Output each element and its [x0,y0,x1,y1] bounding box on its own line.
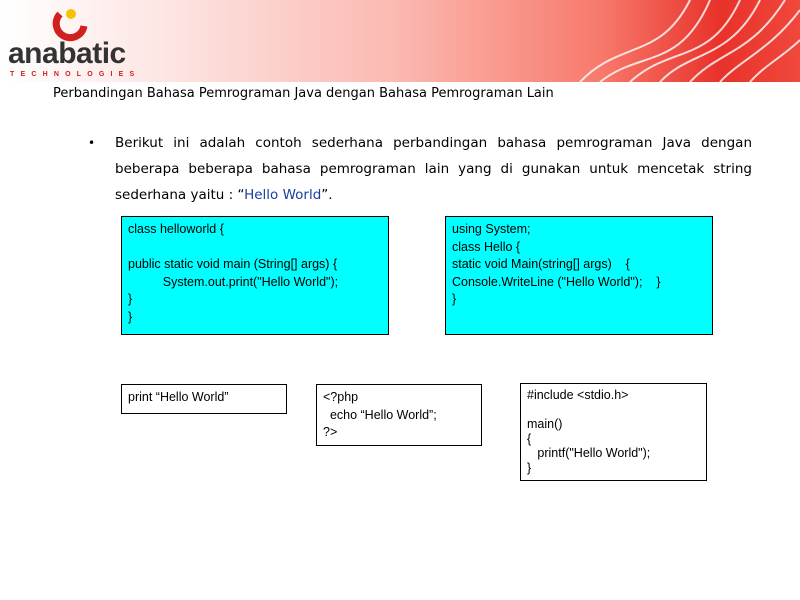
hello-world-highlight: Hello World [244,187,322,203]
bullet-icon: • [88,136,96,150]
slide-title: Perbandingan Bahasa Pemrograman Java dengan Bahasa Pemrograman Lain [53,86,554,101]
logo-subtitle: TECHNOLOGIES [10,71,141,78]
php-code-box: <?php echo “Hello World”; ?> [316,384,482,446]
header-banner [0,0,800,82]
c-code-box: #include <stdio.h> main() { printf("Hello World"); } [520,383,707,481]
paragraph-end: ”. [321,187,333,203]
csharp-code-box: using System; class Hello { static void Main(string[] args) { Console.WriteLine ("Hello World"); } } [445,216,713,335]
python-code-box: print “Hello World” [121,384,287,414]
java-code-box: class helloworld { public static void main (String[] args) { System.out.print("Hello World"); } } [121,216,389,335]
logo-text: anabatic [8,37,126,70]
paragraph-text: Berikut ini adalah contoh sederhana perbandingan bahasa pemrograman Java dengan beberapa beberapa bahasa pemrograman lain yang di gunakan untuk mencetak string sederhana yaitu : “ [115,135,752,203]
intro-paragraph [115,130,752,208]
decorative-swirl [540,0,800,82]
